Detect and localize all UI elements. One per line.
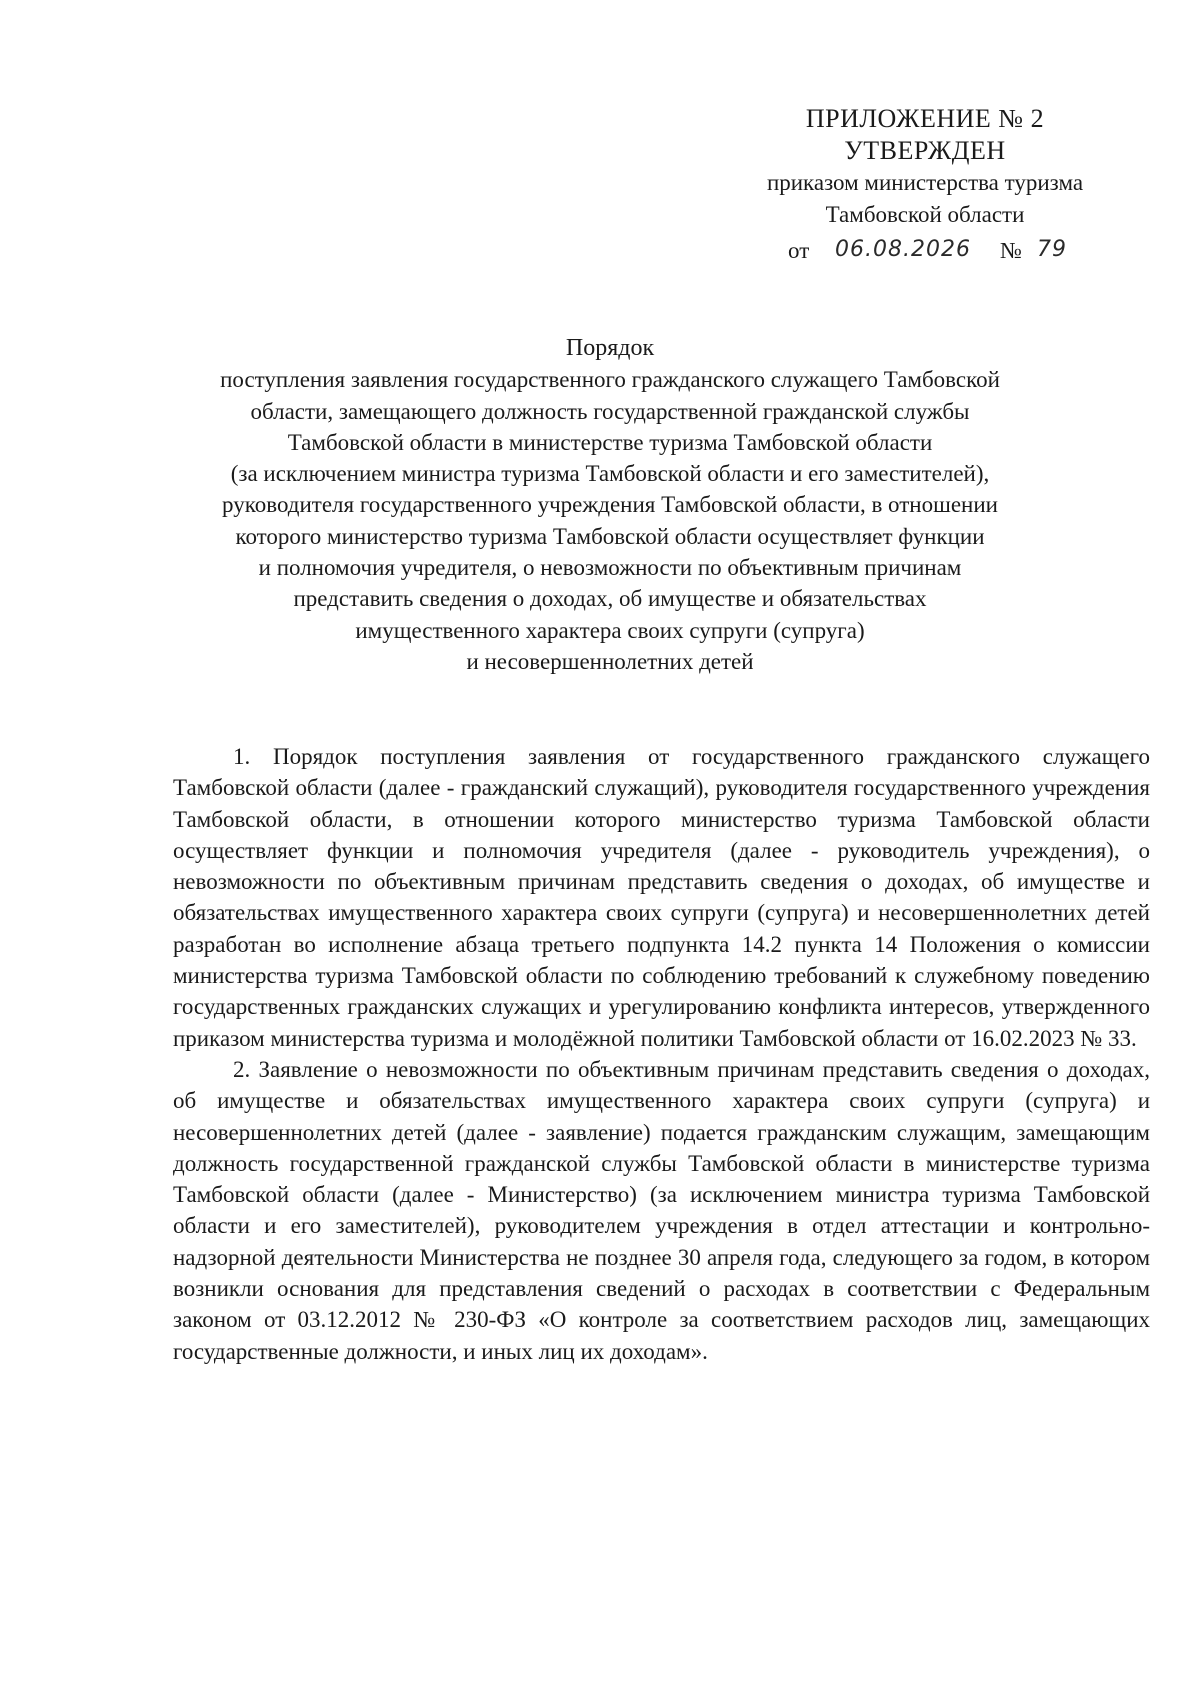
title-heading: Порядок: [565, 335, 655, 361]
title-line: и несовершеннолетних детей: [466, 648, 754, 674]
document-title: [155, 333, 1065, 677]
number-label: №: [1000, 238, 1022, 263]
document-body: [173, 741, 1150, 1367]
paragraph-1: 1. Порядок поступления заявления от государственного гражданского служащего Тамбовской области (далее - гражданский служащий), руководителя государственного учреждения Тамбовской области, в отношении которого министерство туризма Тамбовской области осуществляет функции и полномочия учредителя (далее - руководитель учреждения), о невозможности по объективным причинам представить сведения о доходах, об имуществе и обязательствах имущественного характера своих супруги (супруга) и несовершеннолетних детей разработан во исполнение абзаца третьего подпункта 14.2 пункта 14 Положения о комиссии министерства туризма Тамбовской области по соблюдению требований к служебному поведению государственных гражданских служащих и урегулированию конфликта интересов, утвержденного приказом министерства туризма и молодёжной политики Тамбовской области от 16.02.2023 № 33.: [173, 744, 1150, 1051]
approval-stamp-block: [700, 103, 1150, 267]
order-date-line: [700, 231, 1150, 267]
title-line: представить сведения о доходах, об имуществе и обязательствах: [293, 586, 927, 612]
title-line: Тамбовской области в министерстве туризма Тамбовской области: [287, 429, 933, 455]
title-line: которого министерство туризма Тамбовской области осуществляет функции: [235, 523, 985, 549]
title-line: имущественного характера своих супруги (супруга): [355, 617, 865, 643]
handwritten-number: 79: [1037, 237, 1067, 262]
title-line: (за исключением министра туризма Тамбовской области и его заместителей),: [230, 461, 990, 487]
from-label: от: [788, 238, 810, 263]
approved-label: УТВЕРЖДЕН: [844, 136, 1006, 165]
paragraph-2: 2. Заявление о невозможности по объективным причинам представить сведения о доходах, об имуществе и обязательствах имущественного характера своих супруги (супруга) и несовершеннолетних детей (далее - заявление) подается гражданским служащим, замещающим должность государственной гражданской службы Тамбовской области в министерстве туризма Тамбовской области (далее - Министерство) (за исключением министра туризма Тамбовской области и его заместителей), руководителем учреждения в отдел аттестации и контрольно-надзорной деятельности Министерства не позднее 30 апреля года, следующего за годом, в котором возникли основания для представления сведений о расходах в соответствии с Федеральным законом от 03.12.2012 № 230-ФЗ «О контроле за соответствием расходов лиц, замещающих государственные должности, и иных лиц их доходам».: [173, 1056, 1150, 1364]
approved-region: Тамбовской области: [825, 202, 1025, 227]
approved-by-order: приказом министерства туризма: [766, 170, 1084, 195]
handwritten-date: 06.08.2026: [835, 237, 971, 262]
title-line: области, замещающего должность государственной гражданской службы: [250, 398, 970, 424]
title-line: поступления заявления государственного гражданского служащего Тамбовской: [220, 367, 1000, 393]
title-line: и полномочия учредителя, о невозможности по объективным причинам: [258, 555, 962, 581]
appendix-number: ПРИЛОЖЕНИЕ № 2: [805, 104, 1045, 133]
title-line: руководителя государственного учреждения Тамбовской области, в отношении: [222, 492, 998, 518]
